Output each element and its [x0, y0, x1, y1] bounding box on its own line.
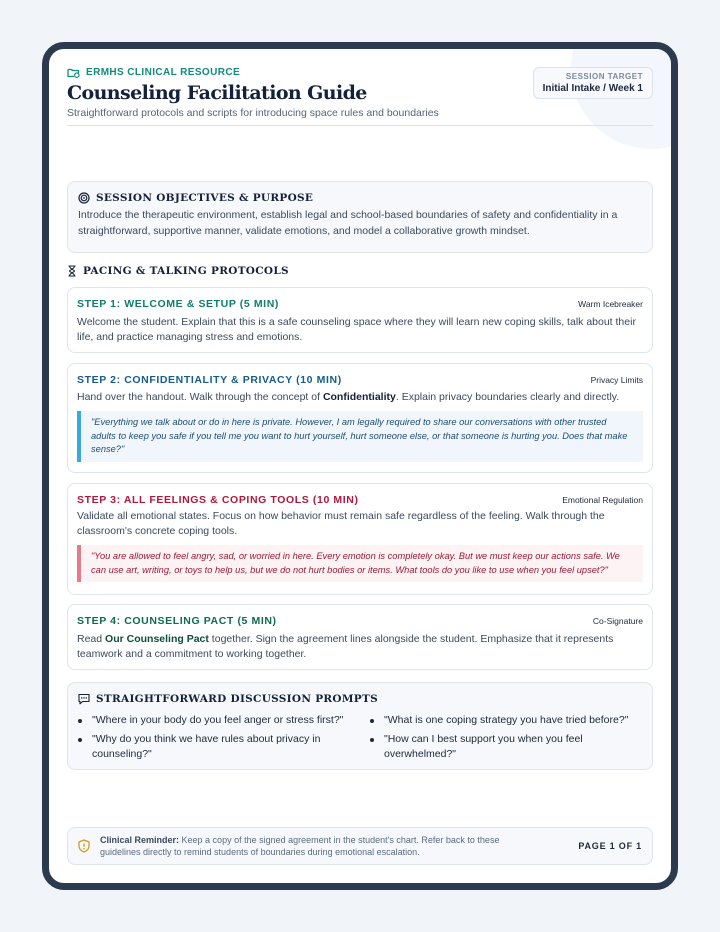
step-4-card	[67, 604, 653, 670]
prompts-heading	[78, 693, 642, 705]
list-item	[370, 713, 642, 728]
step-2-text	[77, 389, 643, 405]
step-2-card	[67, 363, 653, 473]
bullet-icon	[370, 738, 374, 742]
objectives-heading	[78, 192, 642, 204]
step-1-title: STEP 1: WELCOME & SETUP (5 MIN)	[77, 298, 279, 310]
step-2-text-emphasis: Confidentiality	[322, 391, 396, 403]
prompts-list	[78, 713, 642, 762]
step-3-text: Validate all emotional states. Focus on how behavior must remain safe regardless of the feeling. Walk through the classroom's concrete coping tools.	[77, 510, 605, 537]
step-1-tag: Warm Icebreaker	[578, 299, 643, 309]
page-subtitle: Straightforward protocols and scripts for introducing space rules and boundaries	[67, 107, 439, 119]
objectives-text: Introduce the therapeutic environment, establish legal and school-based boundaries of safety and confidentiality in a straightforward, supportive manner, validate emotions, and model a collaborative growth mindset.	[78, 209, 618, 237]
step-3-title: STEP 3: ALL FEELINGS & COPING TOOLS (10 MIN)	[77, 494, 359, 506]
page-number: PAGE 1 OF 1	[578, 841, 642, 851]
list-item	[370, 732, 642, 762]
step-2-text-part: Hand over the handout. Walk through the concept of	[77, 391, 323, 403]
bullet-icon	[78, 738, 82, 742]
step-2-header	[77, 374, 643, 386]
step-1-header	[77, 298, 643, 310]
step-3-header	[77, 494, 643, 506]
step-3-tag: Emotional Regulation	[562, 495, 643, 505]
header-divider	[67, 125, 653, 126]
page-title: Counseling Facilitation Guide	[67, 82, 367, 104]
prompt-text: "Where in your body do you feel anger or stress first?"	[92, 714, 344, 726]
objectives-card	[67, 181, 653, 253]
step-1-card	[67, 287, 653, 353]
step-4-title: STEP 4: COUNSELING PACT (5 MIN)	[77, 615, 277, 627]
folder-check-icon	[67, 67, 80, 78]
bullet-icon	[78, 719, 82, 723]
step-2-script-quote: "Everything we talk about or do in here is private. However, I am legally required to share our conversations with other trusted adults to keep you safe if you tell me you want to hurt yourself, hurt someone else, or that someone is hurting you. Does that make sense?"	[77, 411, 643, 462]
list-item	[78, 713, 350, 728]
bullet-icon	[370, 719, 374, 723]
step-4-text-part: together. Sign the agreement lines alongside the student. Emphasize that it represents teamwork and a commitment to working together.	[77, 633, 614, 660]
step-4-text-emphasis: Our Counseling Pact	[105, 633, 209, 645]
step-3-card	[67, 483, 653, 595]
step-4-tag: Co-Signature	[592, 616, 643, 626]
eyebrow-label: ERMHS CLINICAL RESOURCE	[86, 67, 241, 78]
clinical-reminder-footer	[67, 827, 653, 865]
footer-text	[100, 834, 520, 858]
step-2-title: STEP 2: CONFIDENTIALITY & PRIVACY (10 MIN)	[77, 374, 342, 386]
footer-body: Keep a copy of the signed agreement in the student's chart. Refer back to these guidelines directly to remind students of boundaries during emotional escalation.	[100, 835, 500, 857]
list-item	[78, 732, 350, 762]
session-target-badge	[533, 67, 653, 99]
step-1-text: Welcome the student. Explain that this is a safe counseling space where they will learn new coping skills, talk about their life, and practice managing stress and emotions.	[77, 316, 636, 343]
step-4-text	[77, 632, 643, 661]
target-icon	[78, 192, 90, 204]
hourglass-icon	[67, 265, 77, 277]
document-page	[42, 42, 678, 890]
step-3-script-quote: "You are allowed to feel angry, sad, or worried in here. Every emotion is completely okay. But we must keep our actions safe. We can use art, writing, or toys to help us, but we do not hurt bodies or items. What tools do you like to use when you feel upset?"	[77, 545, 643, 582]
prompt-text: "Why do you think we have rules about privacy in counseling?"	[92, 733, 321, 760]
prompt-text: "What is one coping strategy you have tried before?"	[384, 714, 629, 726]
step-4-text-part: Read	[77, 633, 106, 645]
protocols-heading	[67, 265, 289, 277]
session-target-label: SESSION TARGET	[565, 72, 643, 81]
prompts-title: STRAIGHTFORWARD DISCUSSION PROMPTS	[96, 693, 378, 705]
page-header	[67, 67, 653, 119]
step-4-header	[77, 615, 643, 627]
objectives-title: SESSION OBJECTIVES & PURPOSE	[96, 192, 314, 204]
shield-alert-icon	[78, 839, 90, 853]
protocols-title: PACING & TALKING PROTOCOLS	[83, 265, 289, 277]
prompts-card	[67, 682, 653, 770]
session-target-value: Initial Intake / Week 1	[542, 83, 643, 94]
chat-bubble-icon	[78, 693, 90, 705]
step-2-text-part: . Explain privacy boundaries clearly and directly.	[395, 391, 620, 403]
prompt-text: "How can I best support you when you feel overwhelmed?"	[384, 733, 583, 760]
step-2-tag: Privacy Limits	[590, 375, 643, 385]
footer-label: Clinical Reminder:	[100, 835, 180, 845]
